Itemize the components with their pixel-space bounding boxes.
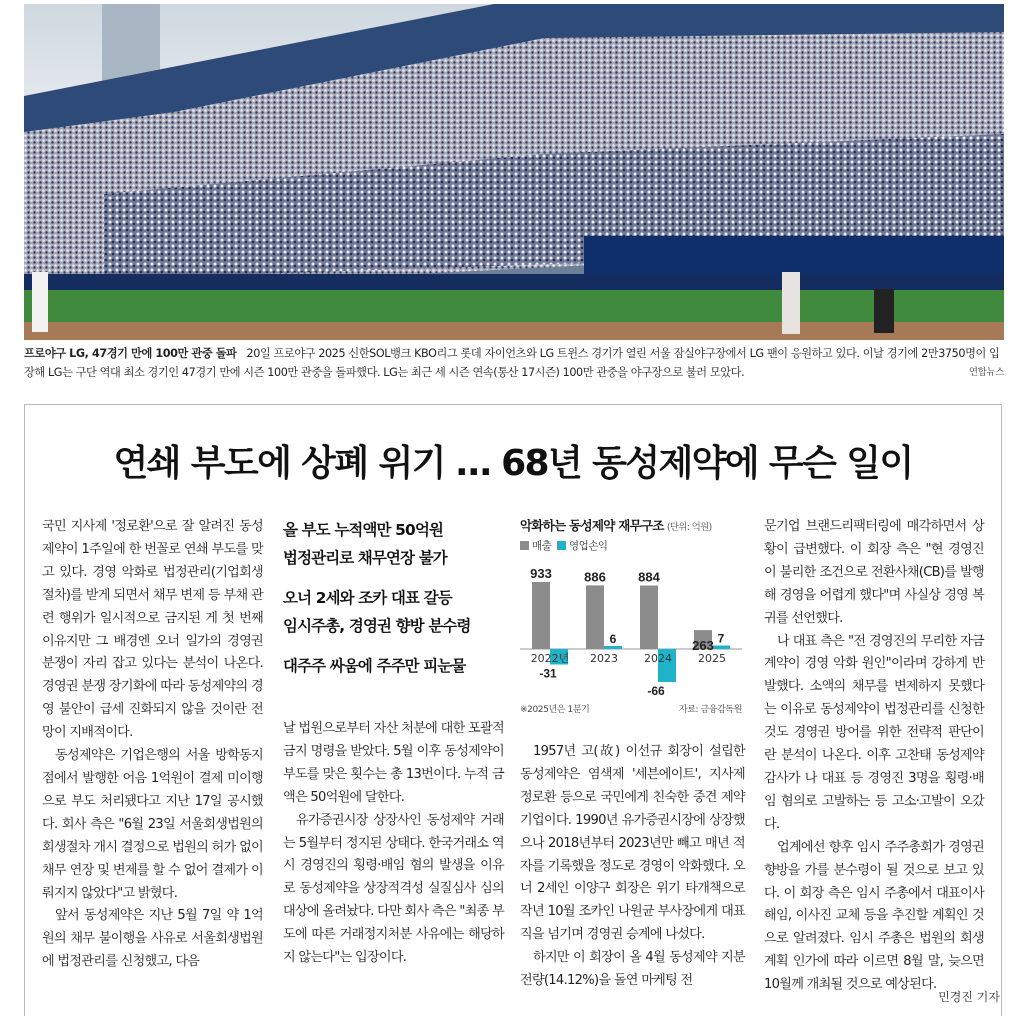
label-operating: -31	[539, 666, 557, 681]
label-sales: 884	[638, 569, 660, 585]
chart-unit: (단위: 억원)	[666, 522, 712, 533]
legend-op: 영업손익	[568, 540, 608, 552]
chart-legend	[520, 538, 750, 553]
paragraph: 나 대표 측은 "전 경영진의 무리한 자금 계약이 경영 악화 원인"이라며 강하게 반발했다. 소액의 채무를 변제하지 못했다는 이유로 동성제약이 법정관리를 신청한 것도 경영권 방어를 위한 전략적 판단이란 분석이 나온다. 이후 고찬태 동성제약 감사가 나 대표 등 경영진 3명을 횡령·배임 혐의로 고발하는 등 고소·고발이 오갔다.	[764, 633, 984, 832]
byline: 민경진 기자	[938, 990, 1000, 1004]
chart-note: ※2025년은 1분기	[520, 705, 590, 715]
label-sales: 933	[530, 566, 552, 581]
photo-credit: 연합뉴스	[968, 367, 1004, 378]
paragraph: 업계에선 향후 임시 주주총회가 경영권 향방을 가를 분수령이 될 것으로 보고 있다. 이 회장 측은 임시 주총에서 대표이사 해임, 이사진 교체 등을 추진할 계획인 것으로 알려졌다. 임시 주총은 법원의 회생계획 인가에 따라 이르면 8월 말, 늦으면 10월께 개최될 것으로 예상된다.	[764, 839, 984, 993]
paragraph: 앞서 동성제약은 지난 5월 7일 약 1억원의 채무 불이행을 사유로 서울회생법원에 법정관리를 신청했고, 다음	[42, 908, 263, 970]
subheads	[283, 516, 513, 680]
label-operating: 6	[609, 632, 617, 646]
subhead: 임시주총, 경영권 향방 분수령	[283, 617, 471, 635]
legend-swatch-op	[557, 541, 566, 550]
headline: 연쇄 부도에 상폐 위기 … 68년 동성제약에 무슨 일이	[113, 443, 913, 484]
caption-title: 프로야구 LG, 47경기 만에 100만 관중 돌파	[24, 347, 237, 360]
chart-footer	[520, 702, 750, 715]
paragraph: 1957년 고(故) 이선규 회장이 설립한 동성제약은 염색제 '세븐에이트', 지사제 정로환 등으로 국민에게 친숙한 중견 제약기업이다. 1990년 유가증권시장에 상장했으나 2018년부터 2023년만 빼고 매년 적자를 기록했을 정도로 경영이 악화했다. 오너 2세인 이양구 회장은 위기 타개책으로 작년 10월 조카인 나원균 부사장에게 대표직을 넘기며 경영권 승계에 나섰다.	[520, 744, 745, 943]
bar-sales	[586, 585, 604, 649]
bar-sales	[532, 582, 550, 649]
chart-plot	[520, 554, 750, 702]
legend-swatch-sales	[520, 541, 529, 550]
chart-title: 악화하는 동성제약 재무구조 (단위: 억원)	[520, 518, 712, 533]
article-column-3	[520, 741, 745, 993]
label-sales: 263	[692, 638, 714, 654]
article-column-1	[42, 516, 263, 974]
legend-sales: 매출	[532, 540, 552, 552]
paragraph: 문기업 브랜드리팩터링에 매각하면서 상황이 급변했다. 이 회장 측은 "현 경영진이 불리한 조건으로 전환사채(CB)를 발행해 경영을 어렵게 했다"며 사실상 경영 복귀를 선언했다.	[764, 519, 984, 626]
subhead: 대주주 싸움에 주주만 피눈물	[283, 657, 466, 675]
stadium-photo	[24, 4, 1004, 340]
paragraph: 하지만 이 회장이 올 4월 동성제약 지분 전량(14.12%)을 돌연 마케팅 전	[520, 950, 745, 989]
category-label: 2024	[644, 652, 672, 665]
paragraph: 날 법원으로부터 자산 처분에 대한 포괄적 금지 명령을 받았다. 5월 이후 동성제약이 부도를 맞은 횟수는 총 13번이다. 누적 금액은 50억원에 달한다.	[283, 721, 504, 805]
label-sales: 886	[584, 569, 606, 585]
label-operating: -66	[647, 684, 665, 698]
photo-caption	[24, 344, 1004, 382]
article-column-4	[764, 516, 984, 997]
bar-operating	[712, 646, 730, 650]
subhead: 법정관리로 채무연장 불가	[283, 549, 447, 567]
finance-chart	[520, 516, 750, 721]
category-label: 2022년	[530, 652, 570, 665]
paragraph: 유가증권시장 상장사인 동성제약 거래는 5월부터 정지된 상태다. 한국거래소 역시 경영진의 횡령·배임 혐의 발생을 이유로 동성제약을 상장적격성 실질심사 심의대상에 올려놨다. 다만 회사 측은 "최종 부도에 따른 거래정지처분 사유에는 해당하지 않는다"는 입장이다.	[283, 812, 504, 966]
chart-source: 자료: 금융감독원	[678, 705, 742, 715]
paragraph: 국민 지사제 '정로환'으로 잘 알려진 동성제약이 1주일에 한 번꼴로 연쇄 부도를 맞고 있다. 경영 악화로 법정관리(기업회생절차)를 받게 되면서 채무 변제 등 부채 관련 행위가 일시적으로 금지된 게 첫 번째 이유지만 그 배경엔 오너 일가의 경영권 분쟁이 자리 잡고 있다는 분석이 나온다. 경영권 분쟁 장기화에 따라 동성제약의 경영 불안이 급세 진화되지 않을 것이란 전망이 지배적이다.	[42, 519, 263, 741]
caption-body: 20일 프로야구 2025 신한SOL뱅크 KBO리그 롯데 자이언츠와 LG 트윈스 경기가 열린 서울 잠실야구장에서 LG 팬이 응원하고 있다. 이날 경기에 2만3750명이 입장해 LG는 구단 역대 최소 경기인 47경기 만에 시즌 100만 관중을 돌파했다. LG는 최근 세 시즌 연속(통산 17시즌) 100만 관중을 야구장으로 불러 모았다.	[24, 347, 1000, 379]
subhead: 오너 2세와 조카 대표 갈등	[283, 589, 452, 607]
category-label: 2023	[590, 652, 618, 665]
article-column-2	[283, 718, 504, 970]
label-operating: 7	[717, 631, 725, 646]
bar-sales	[640, 586, 658, 649]
category-label: 2025	[698, 652, 726, 665]
paragraph: 동성제약은 기업은행의 서울 방학동지점에서 발행한 어음 1억원이 결제 미이행으로 부도 처리됐다고 지난 17일 공시했다. 회사 측은 "6월 23일 서울회생법원의 회생절차 개시 결정으로 법원의 허가 없이 채무 연장 및 변제를 할 수 없어 결제가 이뤄지지 않았다"고 밝혔다.	[42, 748, 263, 901]
bar-operating	[604, 646, 622, 649]
subhead: 올 부도 누적액만 50억원	[283, 521, 444, 539]
